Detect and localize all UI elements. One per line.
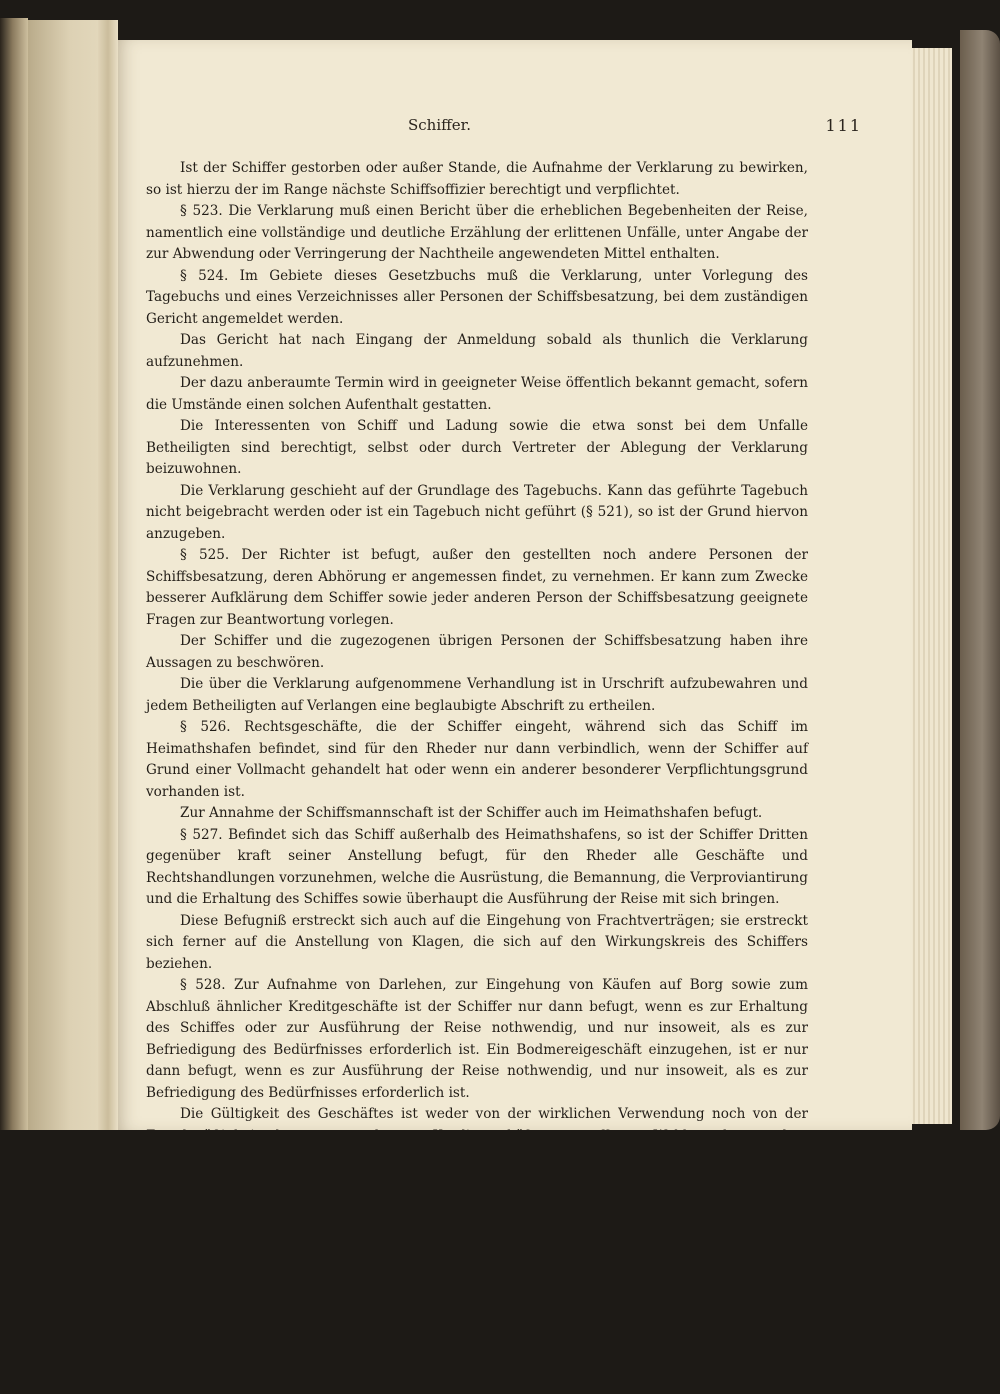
paragraph-section-523: § 523. Die Verklarung muß einen Bericht über die erheblichen Begebenheiten der Reise, namentlich eine vollständige und deutliche Erzählung der erlittenen Unfälle, unter Angabe der zur Abwendung oder Verringerung der Nachtheile angewendeten Mittel enthalten. xyxy=(146,203,808,262)
paragraph-section-527: § 527. Befindet sich das Schiff außerhalb des Heimathshafens, so ist der Schiffer Dritten gegenüber kraft seiner Anstellung befugt, für den Rheder alle Geschäfte und Rechtshandlungen vorzunehmen, welche die Ausrüstung, die Bemannung, die Verproviantirung und die Erhaltung des Schiffes sowie überhaupt die Ausführung der Reise mit sich bringen. xyxy=(146,826,808,907)
paragraph: Die Interessenten von Schiff und Ladung sowie die etwa sonst bei dem Unfalle Betheiligten sind berechtigt, selbst oder durch Vertreter der Ablegung der Verklarung beizuwohnen. xyxy=(146,418,808,477)
paragraph: Der Schiffer und die zugezogenen übrigen Personen der Schiffsbesatzung haben ihre Aussagen zu beschwören. xyxy=(146,633,808,671)
paragraph: Ist der Schiffer gestorben oder außer Stande, die Aufnahme der Verklarung zu bewirken, so ist hierzu der im Range nächste Schiffsoffizier berechtigt und verpflichtet. xyxy=(146,160,808,198)
page-body xyxy=(146,158,808,1190)
paragraph: Die über die Verklarung aufgenommene Verhandlung ist in Urschrift aufzubewahren und jedem Betheiligten auf Verlangen eine beglaubigte Abschrift zu ertheilen. xyxy=(146,676,808,714)
paragraph-section-528: § 528. Zur Aufnahme von Darlehen, zur Eingehung von Käufen auf Borg sowie zum Abschluß ähnlicher Kreditgeschäfte ist der Schiffer nur dann befugt, wenn es zur Erhaltung des Schiffes oder zur Ausführung der Reise nothwendig, und nur insoweit, als es zur Befriedigung des Bedürfnisses erforderlich ist. Ein Bodmereigeschäft einzugehen, ist er nur dann befugt, wenn es zur Ausführung der Reise nothwendig, und nur insoweit, als es zur Befriedigung des Bedürfnisses erforderlich ist. xyxy=(146,977,808,1101)
paragraph-section-524: § 524. Im Gebiete dieses Gesetzbuchs muß die Verklarung, unter Vorlegung des Tagebuchs und eines Verzeichnisses aller Personen der Schiffsbesatzung, bei dem zuständigen Gericht angemeldet werden. xyxy=(146,267,808,327)
paragraph: Zur Annahme der Schiffsmannschaft ist der Schiffer auch im Heimathshafen befugt. xyxy=(180,805,763,821)
paragraph: Die Gültigkeit des Geschäftes ist weder von der wirklichen Verwendung noch von der xyxy=(180,1106,808,1122)
paragraph: Der dazu anberaumte Termin wird in geeigneter Weise öffentlich bekannt gemacht, sofern die Umstände einen solchen Aufenthalt gestatten. xyxy=(146,375,808,413)
paragraph-section-525: § 525. Der Richter ist befugt, außer den gestellten noch andere Personen der Schiffsbesatzung, deren Abhörung er angemessen findet, zu vernehmen. Er kann zum Zwecke besserer Aufklärung dem Schiffer sowie jeder anderen Person der Schiffsbesatzung geeignete Fragen zur Beantwortung vorlegen. xyxy=(146,547,808,628)
paragraph: Die Verklarung geschieht auf der Grundlage des Tagebuchs. Kann das geführte Tagebuch nicht beigebracht werden oder ist ein Tagebuch nicht geführt (§ 521), so ist der Grund hiervon anzugeben. xyxy=(146,482,808,542)
paragraph-section-526: § 526. Rechtsgeschäfte, die der Schiffer eingeht, während sich das Schiff im Heimathshafen befindet, sind für den Rheder nur dann verbindlich, wenn der Schiffer auf Grund einer Vollmacht gehandelt hat oder wenn ein anderer besonderer Verpflichtungsgrund vorhanden ist. xyxy=(146,719,808,800)
book-page xyxy=(118,40,912,1130)
running-title: Schiffer. xyxy=(408,116,471,134)
paragraph: Diese Befugniß erstreckt sich auch auf die Eingehung von Frachtverträgen; sie erstreckt sich ferner auf die Anstellung von Klagen, die sich auf den Wirkungskreis des Schiffers beziehen. xyxy=(146,912,808,972)
running-header xyxy=(118,116,912,140)
book-cover-edge xyxy=(960,30,1000,1130)
paragraph: Das Gericht hat nach Eingang der Anmeldung sobald als thunlich die Verklarung aufzunehmen. xyxy=(146,332,808,370)
background-below-book xyxy=(0,1130,1000,1394)
page-number: 111 xyxy=(825,116,862,135)
